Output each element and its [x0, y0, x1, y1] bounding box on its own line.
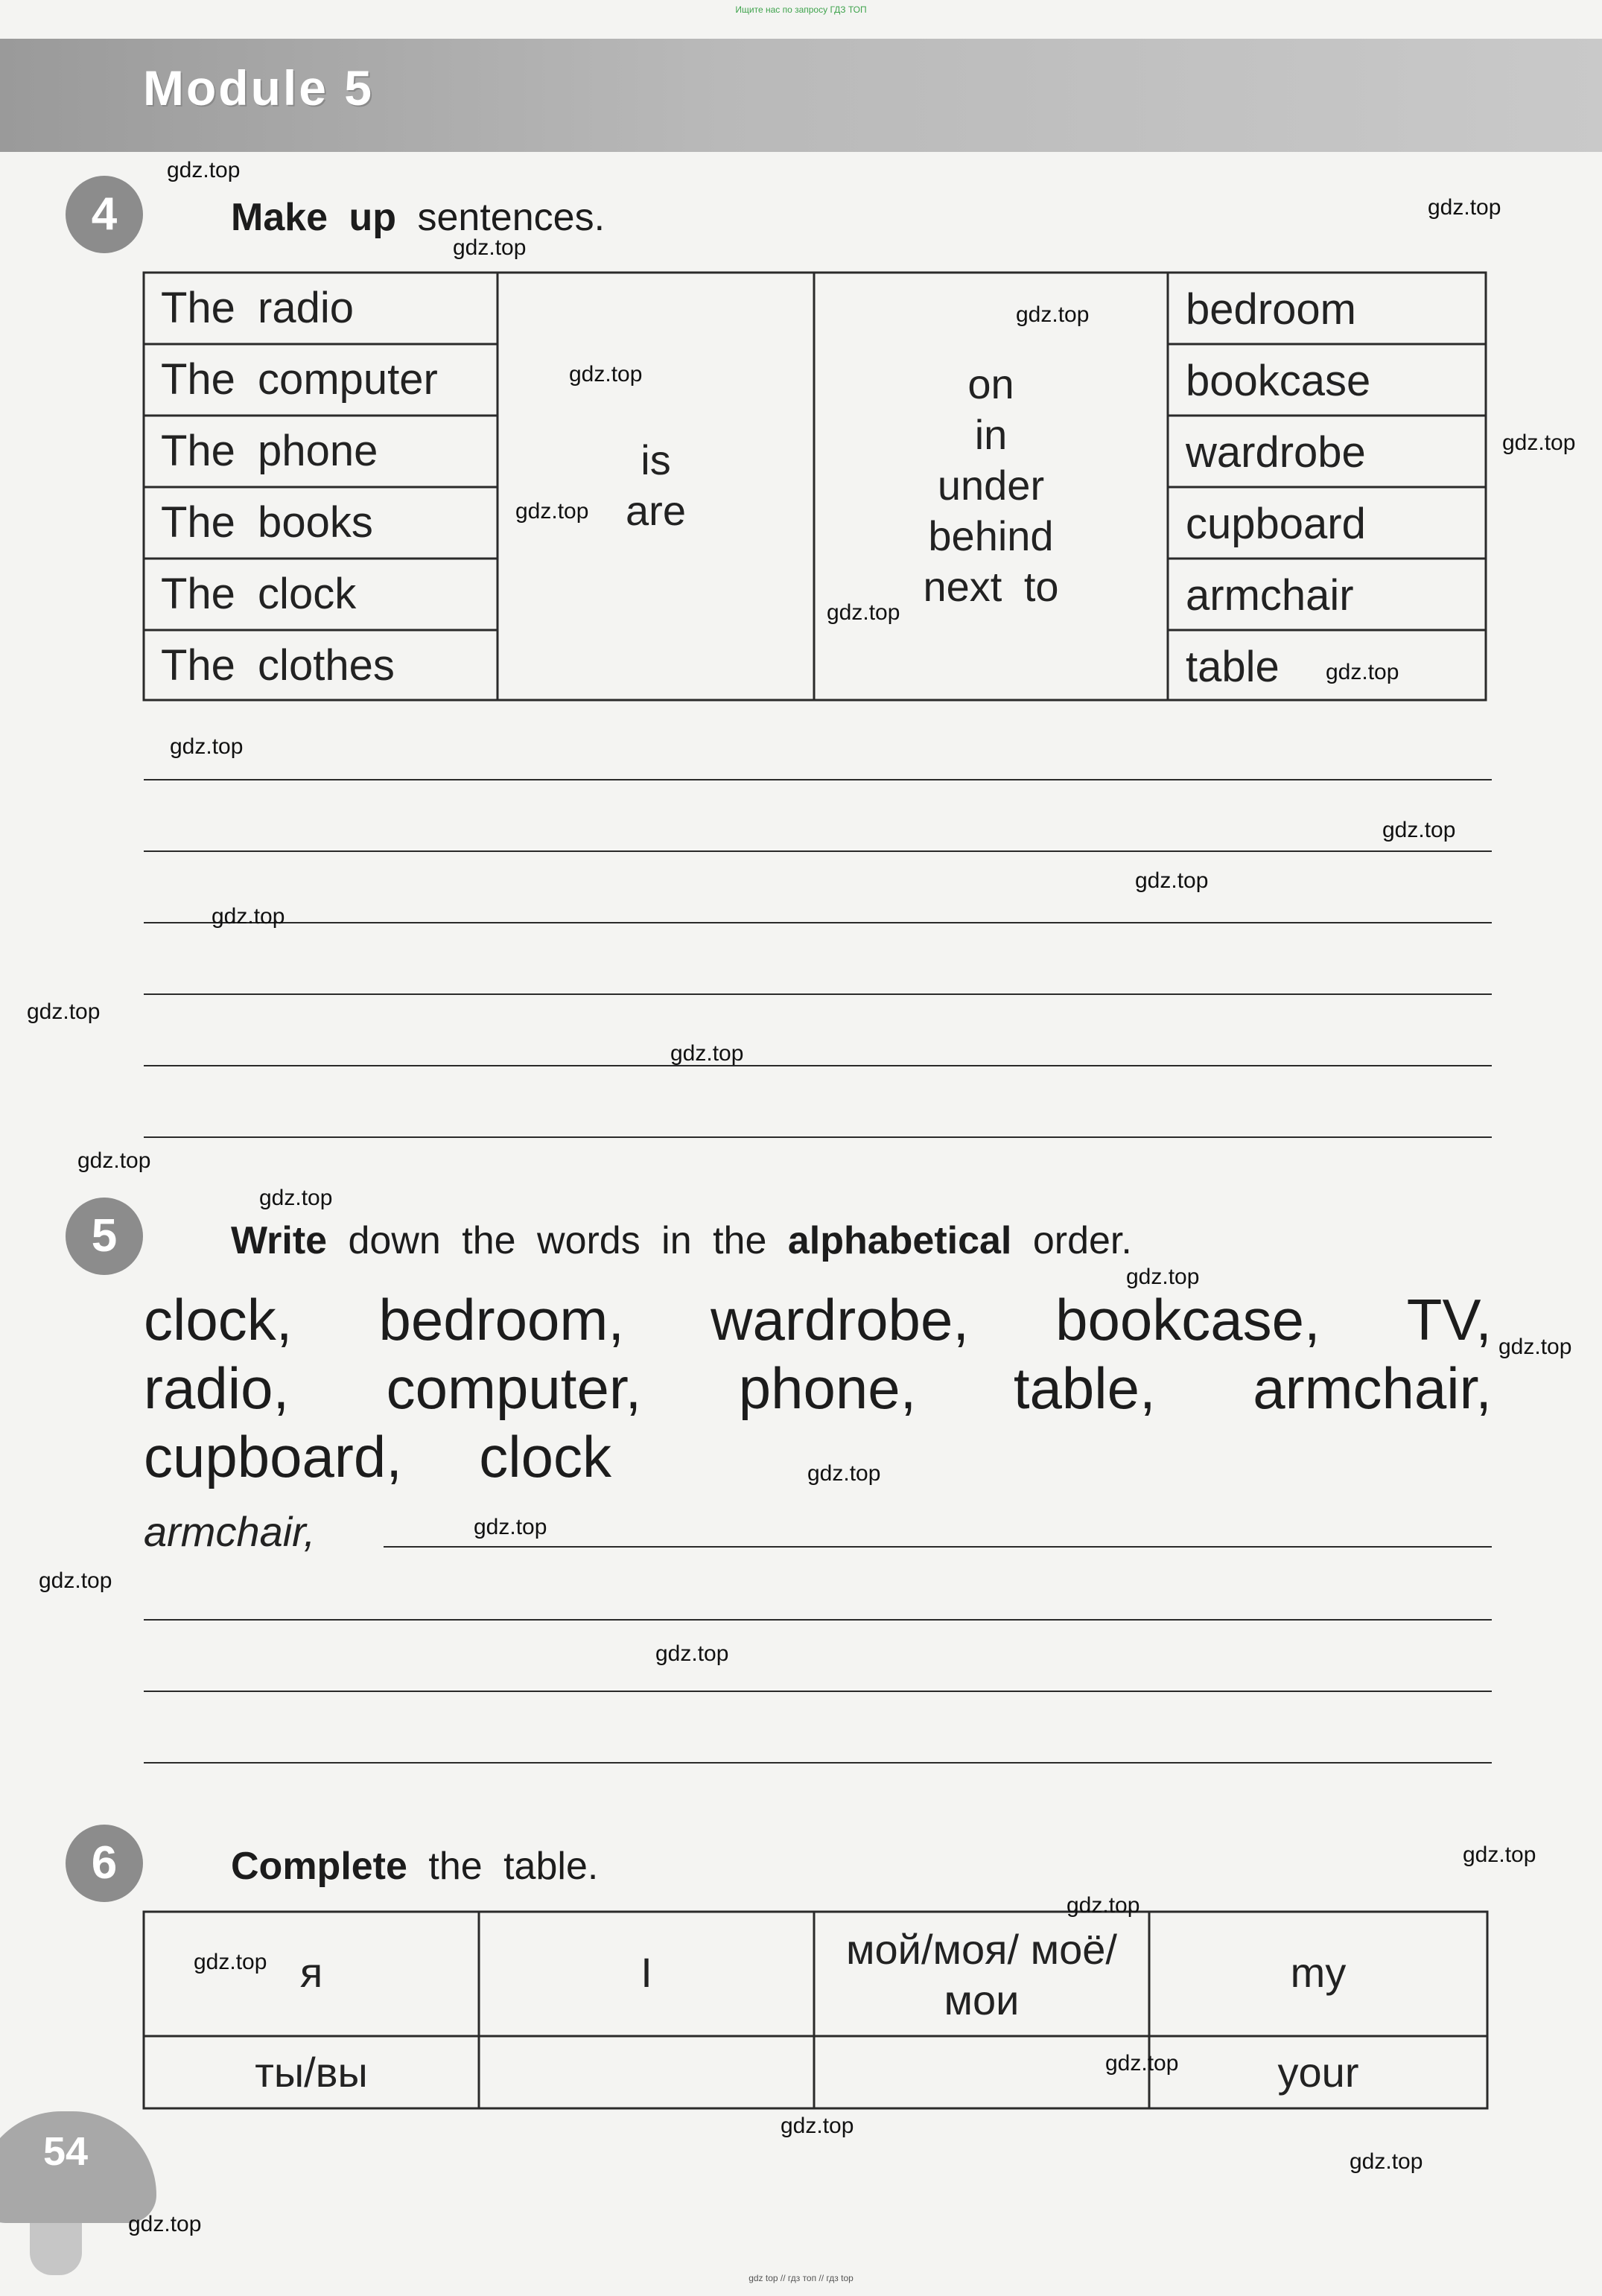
writing-line[interactable] [144, 993, 1492, 995]
preposition-item: in [974, 411, 1008, 458]
exercise-5-instruction [231, 1218, 1132, 1263]
word-item: clock [479, 1424, 611, 1489]
writing-line[interactable] [144, 850, 1492, 852]
word-item: wardrobe, [711, 1287, 969, 1352]
exercise-4-number: 4 [66, 176, 143, 253]
exercise-4-instruction-bold: Make up [231, 196, 397, 239]
watermark: gdz.top [1105, 2051, 1179, 2076]
pronoun-cell: ты/вы [255, 2049, 368, 2096]
verb-item: are [626, 487, 686, 534]
preposition-item: next to [923, 563, 1059, 610]
word-item: computer, [386, 1355, 642, 1421]
word-item: TV, [1406, 1287, 1492, 1352]
possessive-cell: my [1290, 1949, 1347, 1996]
place-cell: armchair [1186, 571, 1354, 620]
watermark: gdz.top [167, 158, 241, 182]
watermark: gdz.top [655, 1641, 729, 1666]
place-cell: bookcase [1186, 357, 1371, 405]
word-list-line-3 [144, 1422, 611, 1491]
writing-line[interactable] [144, 1762, 1492, 1764]
watermark: gdz.top [1463, 1842, 1536, 1867]
page-number-mushroom-stem [30, 2216, 82, 2275]
subject-cell: The clock [161, 570, 357, 618]
page-number: 54 [43, 2129, 89, 2174]
exercise-6-number: 6 [66, 1825, 143, 1902]
place-cell: cupboard [1186, 500, 1366, 548]
watermark: gdz.top [259, 1186, 333, 1210]
writing-line[interactable] [144, 779, 1492, 780]
place-cell: table [1186, 643, 1280, 691]
writing-line[interactable] [144, 1691, 1492, 1692]
exercise-5-instruction-mid: down the words in the [348, 1219, 767, 1262]
subject-cell: The clothes [161, 641, 395, 690]
top-note: Ищите нас по запросу ГДЗ ТОП [735, 4, 867, 15]
exercise-5-instruction-bold: Write [231, 1219, 328, 1262]
exercise-5-number: 5 [66, 1198, 143, 1275]
place-cell: wardrobe [1186, 428, 1366, 477]
watermark: gdz.top [569, 362, 643, 387]
subject-cell: The phone [161, 427, 378, 475]
exercise-5-instruction-bold: alphabetical [787, 1219, 1012, 1262]
preposition-column [814, 359, 1168, 612]
watermark: gdz.top [781, 2114, 854, 2138]
watermark: gdz.top [1016, 302, 1090, 327]
watermark: gdz.top [212, 904, 285, 929]
word-item: armchair, [1253, 1355, 1492, 1421]
exercise-6-instruction-bold: Complete [231, 1845, 407, 1888]
word-item: radio, [144, 1355, 290, 1421]
place-cell: bedroom [1186, 285, 1356, 334]
watermark: gdz.top [27, 999, 101, 1024]
preposition-item: under [937, 462, 1045, 509]
writing-line[interactable] [144, 1136, 1492, 1138]
watermark: gdz.top [1126, 1265, 1200, 1289]
watermark: gdz.top [77, 1148, 151, 1173]
possessive-cell: your [1277, 2049, 1359, 2096]
watermark: gdz.top [194, 1950, 267, 1974]
subject-cell: The books [161, 498, 373, 547]
watermark: gdz.top [39, 1568, 112, 1593]
word-item: cupboard, [144, 1424, 402, 1489]
watermark: gdz.top [1428, 195, 1501, 220]
subject-cell: The radio [161, 284, 355, 332]
writing-line[interactable] [144, 1065, 1492, 1066]
possessive-cell: мой/моя/ моё/мои [846, 1926, 1117, 2023]
subject-cell: The computer [161, 355, 438, 404]
answer-start: armchair, [144, 1508, 316, 1555]
word-item: bedroom, [378, 1287, 625, 1352]
watermark: gdz.top [1135, 868, 1209, 893]
exercise-5-instruction-end: order. [1032, 1219, 1132, 1262]
pronoun-cell: I [641, 1949, 652, 1996]
watermark: gdz.top [827, 600, 900, 625]
preposition-item: behind [928, 512, 1054, 559]
word-item: bookcase, [1055, 1287, 1320, 1352]
module-title: Module 5 [143, 60, 375, 115]
word-list-line-2 [144, 1354, 1492, 1422]
word-list-line-1 [144, 1285, 1492, 1354]
watermark: gdz.top [128, 2212, 202, 2236]
writing-line[interactable] [384, 1546, 1492, 1548]
verb-item: is [641, 436, 671, 483]
word-item: phone, [738, 1355, 917, 1421]
watermark: gdz.top [1382, 818, 1456, 842]
pronoun-cell: я [299, 1949, 323, 1996]
watermark: gdz.top [474, 1515, 547, 1539]
watermark: gdz.top [1350, 2149, 1423, 2174]
writing-line[interactable] [144, 1619, 1492, 1621]
watermark: gdz.top [670, 1041, 744, 1066]
watermark: gdz.top [807, 1461, 881, 1486]
word-item: table, [1013, 1355, 1156, 1421]
exercise-6-instruction-rest: the table. [428, 1845, 599, 1888]
preposition-item: on [967, 360, 1014, 407]
watermark: gdz.top [453, 235, 527, 260]
watermark: gdz.top [1502, 430, 1576, 455]
writing-line[interactable] [144, 922, 1492, 923]
bottom-note: gdz top // гдз топ // гдз top [748, 2273, 854, 2283]
watermark: gdz.top [1498, 1335, 1572, 1359]
exercise-4-instruction-rest: sentences. [417, 196, 605, 239]
watermark: gdz.top [170, 734, 244, 759]
watermark: gdz.top [515, 499, 589, 524]
watermark: gdz.top [1067, 1893, 1140, 1918]
word-item: clock, [144, 1287, 293, 1352]
watermark: gdz.top [1326, 660, 1399, 684]
